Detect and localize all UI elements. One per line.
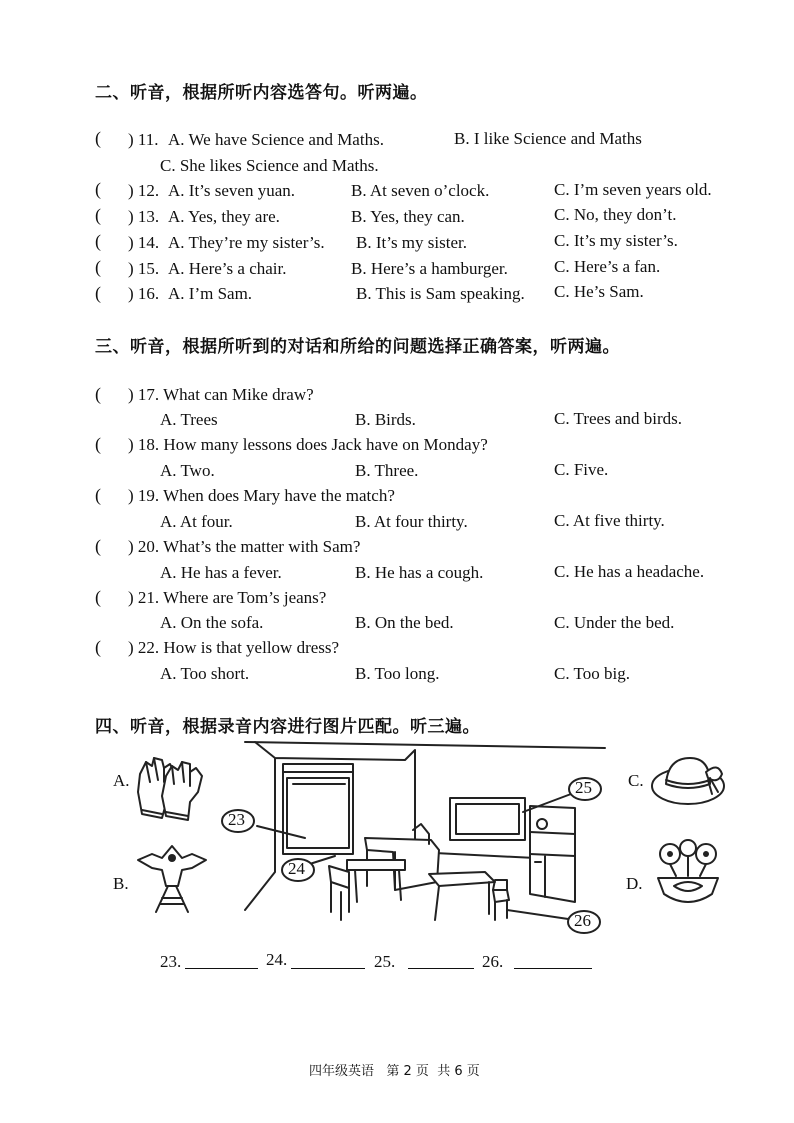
option-c: C. Under the bed. (554, 613, 675, 632)
answer-paren: ( (95, 384, 101, 404)
question-text: ) 21. Where are Tom’s jeans? (128, 588, 327, 607)
option-a: A. Here’s a chair. (168, 259, 287, 278)
answer-paren: ( (95, 485, 101, 505)
option-c: C. Too big. (554, 664, 630, 683)
option-c: C. She likes Science and Maths. (160, 156, 379, 175)
option-b: B. At seven o’clock. (351, 181, 490, 200)
section-3-heading: 三、听音，根据所听到的对话和所给的问题选择正确答案，听两遍。 (95, 337, 620, 357)
answer-paren: ( (95, 128, 101, 148)
option-c: C. It’s my sister’s. (554, 231, 678, 250)
option-a: A. Trees (160, 410, 218, 429)
question-number: ) 11. (128, 130, 159, 149)
marker-24: 24 (288, 859, 305, 878)
option-b: B. At four thirty. (355, 512, 468, 531)
flower-pot-icon (652, 838, 724, 914)
blank-label-26: 26. (482, 952, 504, 971)
answer-blank-24[interactable] (291, 968, 365, 969)
option-b: B. On the bed. (355, 613, 454, 632)
option-b: B. Three. (355, 461, 419, 480)
section-2-heading: 二、听音，根据所听内容选答句。听两遍。 (95, 83, 428, 103)
option-a: A. On the sofa. (160, 613, 264, 632)
option-b: B. This is Sam speaking. (356, 284, 525, 303)
marker-26: 26 (574, 911, 591, 930)
option-a: A. He has a fever. (160, 563, 282, 582)
blank-label-24: 24. (266, 950, 288, 969)
picture-label-b: B. (113, 874, 129, 893)
section-4-heading: 四、听音，根据录音内容进行图片匹配。听三遍。 (95, 717, 480, 737)
question-text: ) 18. How many lessons does Jack have on Monday? (128, 435, 488, 454)
answer-paren: ( (95, 231, 101, 251)
question-text: ) 20. What’s the matter with Sam? (128, 537, 361, 556)
question-number: ) 15. (128, 259, 160, 278)
answer-paren: ( (95, 283, 101, 303)
option-b: B. Here’s a hamburger. (351, 259, 508, 278)
question-text: ) 19. When does Mary have the match? (128, 486, 395, 505)
option-c: C. I’m seven years old. (554, 180, 712, 199)
option-c: C. He’s Sam. (554, 282, 644, 301)
question-number: ) 14. (128, 233, 160, 252)
question-text: ) 17. What can Mike draw? (128, 385, 314, 404)
option-b: B. It’s my sister. (356, 233, 467, 252)
marker-23: 23 (228, 810, 245, 829)
question-number: ) 12. (128, 181, 160, 200)
kite-icon (132, 842, 212, 917)
answer-paren: ( (95, 587, 101, 607)
blank-label-23: 23. (160, 952, 182, 971)
option-c: C. At five thirty. (554, 511, 665, 530)
marker-25: 25 (575, 778, 592, 797)
option-a: A. Yes, they are. (168, 207, 280, 226)
option-a: A. They’re my sister’s. (168, 233, 325, 252)
option-b: B. Yes, they can. (351, 207, 465, 226)
gloves-icon (132, 752, 212, 822)
answer-paren: ( (95, 179, 101, 199)
answer-blank-25[interactable] (408, 968, 474, 969)
answer-paren: ( (95, 536, 101, 556)
option-a: A. We have Science and Maths. (168, 130, 384, 149)
option-b: B. He has a cough. (355, 563, 484, 582)
option-c: C. Here’s a fan. (554, 257, 661, 276)
answer-paren: ( (95, 637, 101, 657)
answer-blank-23[interactable] (185, 968, 258, 969)
option-c: C. Trees and birds. (554, 409, 682, 428)
option-a: A. Too short. (160, 664, 250, 683)
option-b: B. Birds. (355, 410, 416, 429)
page-footer: 四年级英语 第 2 页 共 6 页 (309, 1064, 480, 1079)
picture-label-d: D. (626, 874, 643, 893)
option-b: B. I like Science and Maths (454, 129, 642, 148)
picture-label-c: C. (628, 771, 644, 790)
classroom-scene (245, 742, 605, 927)
option-a: A. It’s seven yuan. (168, 181, 296, 200)
option-b: B. Too long. (355, 664, 440, 683)
option-c: C. No, they don’t. (554, 205, 677, 224)
option-c: C. He has a headache. (554, 562, 705, 581)
option-a: A. Two. (160, 461, 215, 480)
blank-label-25: 25. (374, 952, 396, 971)
option-a: A. At four. (160, 512, 233, 531)
answer-paren: ( (95, 434, 101, 454)
question-number: ) 16. (128, 284, 160, 303)
picture-label-a: A. (113, 771, 130, 790)
answer-paren: ( (95, 205, 101, 225)
question-text: ) 22. How is that yellow dress? (128, 638, 340, 657)
answer-blank-26[interactable] (514, 968, 592, 969)
option-c: C. Five. (554, 460, 609, 479)
hat-icon (648, 750, 733, 808)
answer-paren: ( (95, 257, 101, 277)
question-number: ) 13. (128, 207, 160, 226)
option-a: A. I’m Sam. (168, 284, 253, 303)
